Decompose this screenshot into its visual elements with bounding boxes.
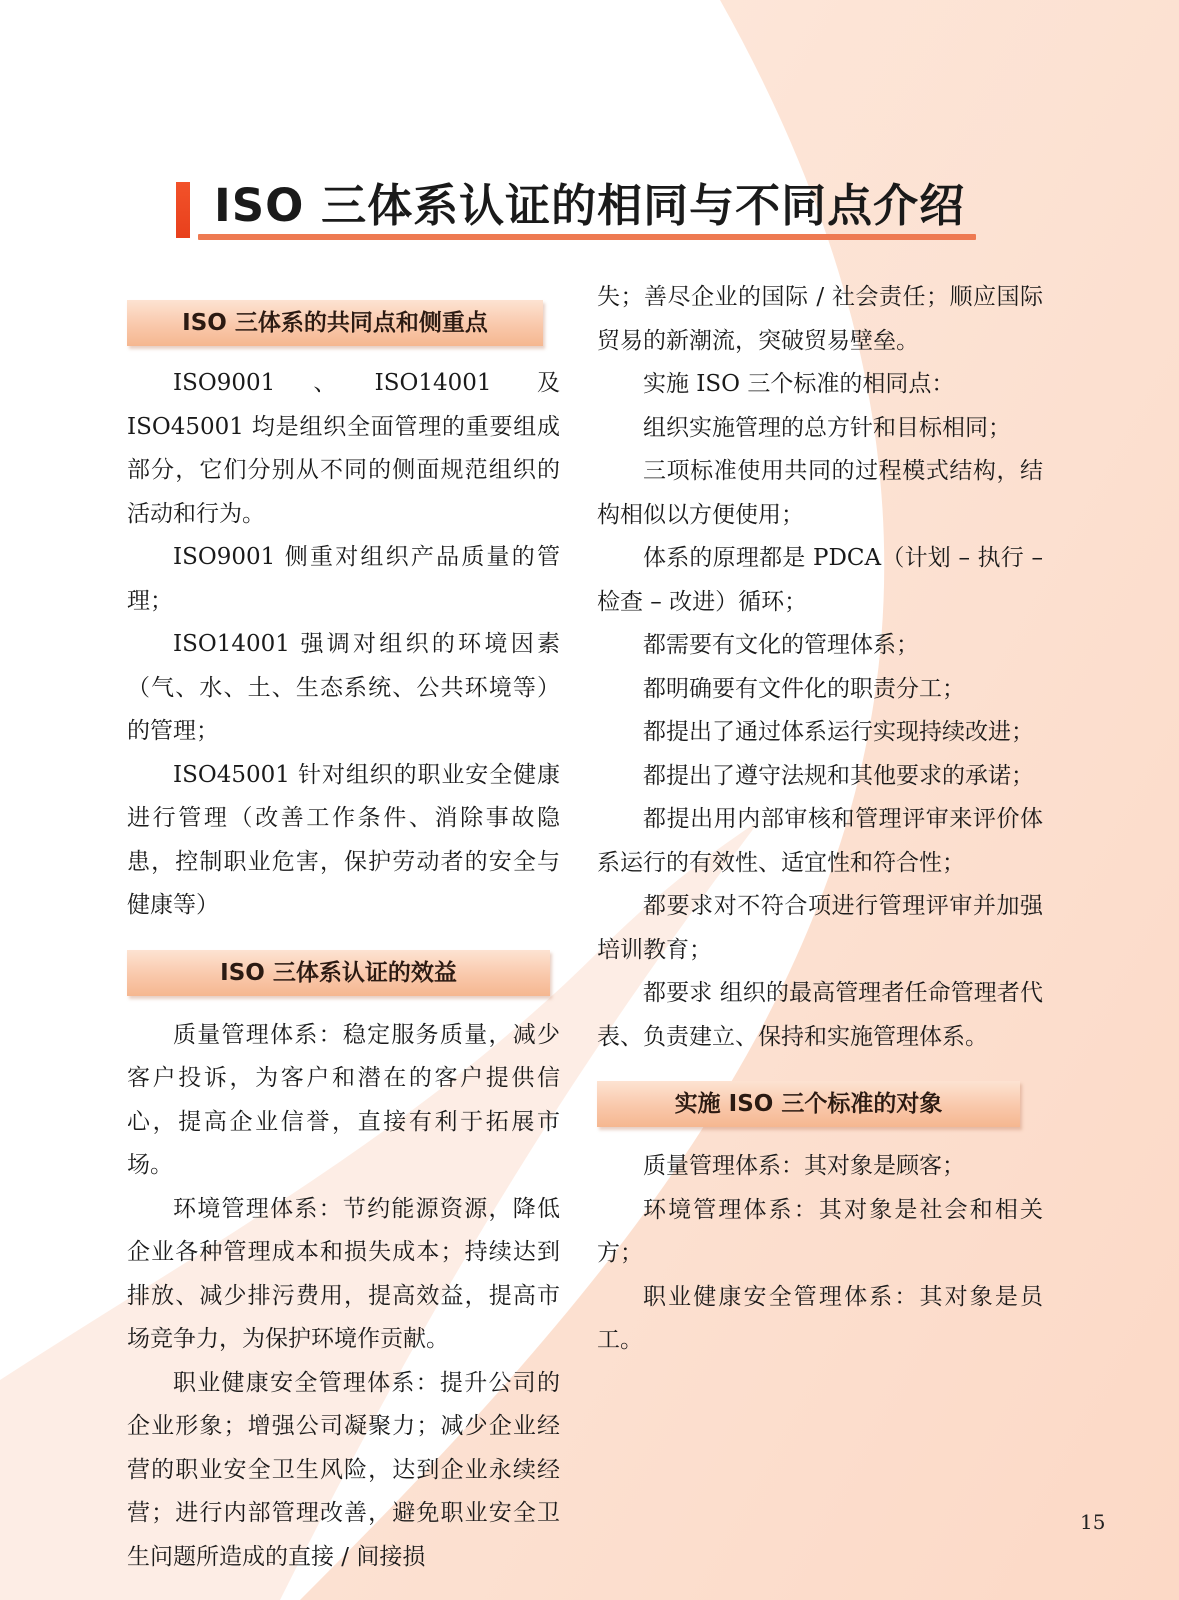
paragraph-continuation: 失；善尽企业的国际 / 社会责任；顺应国际贸易的新潮流，突破贸易壁垒。 <box>597 284 1043 354</box>
paragraph: 质量管理体系：稳定服务质量，减少客户投诉，为客户和潜在的客户提供信心，提高企业信誉，直接有利于拓展市场。 <box>127 1021 560 1178</box>
paragraph: ISO9001 侧重对组织产品质量的管理； <box>127 544 560 614</box>
paragraph: 环境管理体系：节约能源资源，降低企业各种管理成本和损失成本；持续达到排放、减少排污费用，提高效益，提高市场竞争力，为保护环境作贡献。 <box>127 1195 560 1352</box>
paragraph: 职业健康安全管理体系：其对象是员工。 <box>597 1283 1043 1353</box>
same-points-intro: 实施 ISO 三个标准的相同点： <box>643 371 955 397</box>
list-item: 组织实施管理的总方针和目标相同； <box>643 414 1011 441</box>
list-item: 都提出了遵守法规和其他要求的承诺； <box>643 762 1034 789</box>
list-item: 都要求对不符合项进行管理评审并加强培训教育； <box>597 893 1043 963</box>
section-heading-targets: 实施 ISO 三个标准的对象 <box>597 1081 1020 1127</box>
title-accent-bar <box>176 182 190 238</box>
list-item: 都明确要有文件化的职责分工； <box>643 675 965 702</box>
list-item: 都提出用内部审核和管理评审来评价体系运行的有效性、适宜性和符合性； <box>597 806 1043 876</box>
list-item: 都提出了通过体系运行实现持续改进； <box>643 719 1034 745</box>
list-item: 都需要有文化的管理体系； <box>643 632 919 658</box>
section-heading-common-points: ISO 三体系的共同点和侧重点 <box>127 300 543 346</box>
paragraph: ISO45001 针对组织的职业安全健康进行管理（改善工作条件、消除事故隐患，控制职业危害，保护劳动者的安全与健康等） <box>127 761 560 918</box>
list-item: 三项标准使用共同的过程模式结构，结构相似以方便使用； <box>597 458 1043 528</box>
paragraph: 环境管理体系：其对象是社会和相关方； <box>597 1196 1043 1266</box>
list-item: 体系的原理都是 PDCA（计划 – 执行 – 检查 – 改进）循环； <box>597 545 1043 615</box>
page-number: 15 <box>1080 1510 1106 1534</box>
paragraph: ISO14001 强调对组织的环境因素（气、水、土、生态系统、公共环境等）的管理； <box>127 631 560 744</box>
section-heading-benefits: ISO 三体系认证的效益 <box>127 950 550 996</box>
paragraph: 职业健康安全管理体系：提升公司的企业形象；增强公司凝聚力；减少企业经营的职业安全卫生风险，达到企业永续经营；进行内部管理改善，避免职业安全卫生问题所造成的直接 / 间接损 <box>127 1369 560 1570</box>
right-column <box>597 276 1043 1363</box>
title-underline <box>198 234 976 240</box>
left-column <box>127 362 560 1579</box>
page-title-block <box>176 176 976 246</box>
list-item: 都要求 组织的最高管理者任命管理者代表、负责建立、保持和实施管理体系。 <box>597 980 1043 1050</box>
page-title: ISO 三体系认证的相同与不同点介绍 <box>214 179 966 232</box>
paragraph: ISO9001、ISO14001 及 ISO45001 均是组织全面管理的重要组成部分，它们分别从不同的侧面规范组织的活动和行为。 <box>127 370 560 527</box>
paragraph: 质量管理体系：其对象是顾客； <box>643 1153 965 1179</box>
